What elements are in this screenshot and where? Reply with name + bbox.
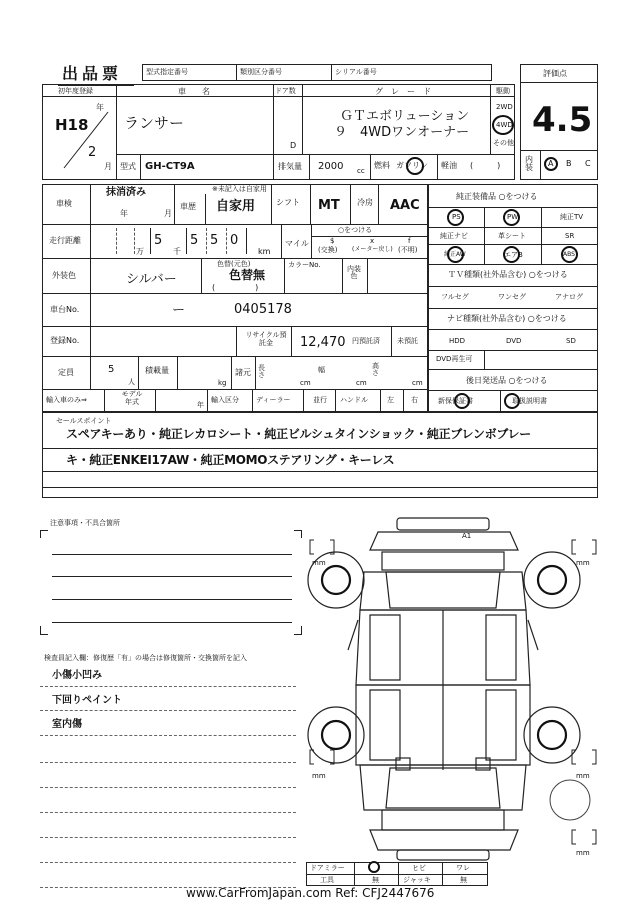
drive-label: 駆動 — [496, 87, 510, 95]
length-cm: cm — [300, 379, 311, 387]
interior-color-label: 内装色 — [347, 265, 361, 280]
first-reg-label: 初年度登録 — [58, 87, 93, 95]
class-label: 類別区分番号 — [240, 68, 282, 76]
tools-value: 無 — [372, 876, 379, 884]
mm-label: mm — [576, 772, 590, 780]
nav-hdd: HDD — [449, 337, 466, 345]
history-note: ※未記入は自家用 — [212, 185, 267, 193]
chassis-dash: ー — [172, 303, 186, 318]
doors-label: ドア数 — [275, 87, 296, 95]
crack-hibi: ヒビ — [412, 864, 426, 872]
model-spec-label: 型式指定番号 — [146, 68, 188, 76]
drive-2wd: 2WD — [496, 103, 513, 111]
repaint-paren: ( ) — [212, 283, 259, 292]
note-line3: 室内傷 — [52, 719, 82, 730]
grade-line2: ９ 4WDワンオーナー — [334, 125, 470, 140]
ac-label: 冷房 — [357, 198, 373, 207]
mirror-label: ドアミラー — [310, 864, 345, 872]
damage-tag: A1 — [462, 532, 472, 540]
mileage-meter-back: (メーター戻し) — [352, 246, 393, 253]
ac-value: AAC — [390, 198, 420, 213]
car-name-value: ランサー — [124, 114, 185, 132]
recycle-value: 12,470 — [300, 335, 346, 350]
mileage-circle-note: ○をつける — [338, 226, 373, 234]
tv-oneseg: ワンセグ — [498, 293, 526, 301]
nav-dvd: DVD — [506, 337, 522, 345]
interior-b: B — [566, 159, 572, 168]
doors-suffix: D — [290, 141, 297, 150]
import-dealer: ディーラー — [256, 396, 291, 404]
tv-title: ＴＶ種類(社外品含む) ○をつける — [448, 270, 568, 279]
equip-nav: 純正ナビ — [440, 232, 468, 240]
displacement-unit: cc — [357, 167, 365, 175]
mileage-km: km — [258, 247, 271, 256]
meter-back-symbol: x — [370, 237, 375, 245]
equip-pw: PW — [507, 213, 519, 221]
unknown-symbol: f — [408, 237, 411, 245]
mileage-label: 走行距離 — [49, 236, 81, 245]
model-year-label: モデル年式 — [121, 390, 143, 406]
inspection-label: 車検 — [56, 199, 72, 208]
equip-abs: ABS — [563, 251, 575, 258]
serial-label: シリアル番号 — [335, 68, 377, 76]
later-title: 後日発送品 ○をつける — [466, 376, 548, 385]
capacity-unit: 人 — [128, 378, 135, 386]
recycle-label: リサイクル預託金 — [245, 331, 287, 348]
later-manual: 取扱説明書 — [512, 397, 547, 405]
chassis-label: 車台No. — [50, 305, 80, 314]
car-name-label: 車 名 — [178, 87, 210, 96]
rating-value: 4.5 — [532, 100, 593, 140]
tv-analog: アナログ — [555, 293, 583, 301]
drive-other: その他 — [493, 139, 514, 147]
inspector-label: 検査員記入欄：修復歴「有」の場合は修復箇所・交換箇所を記入 — [44, 654, 247, 662]
chassis-value: 0405178 — [234, 302, 292, 317]
tools-label: 工具 — [320, 876, 334, 884]
fuel-gas-circle — [406, 157, 424, 175]
shift-label: シフト — [276, 198, 300, 207]
mileage-exchange: (交換) — [318, 246, 338, 254]
fuel-diesel: 軽油 — [441, 161, 457, 170]
color-label: 外装色 — [52, 271, 76, 280]
load-kg: kg — [218, 379, 227, 387]
mm-label: mm — [312, 772, 326, 780]
later-warranty: 新保保証書 — [438, 397, 473, 405]
note-line2: 下回りペイント — [52, 695, 122, 706]
nav-title: ナビ種類(社外品含む) ○をつける — [447, 314, 567, 323]
displacement-label: 排気量 — [278, 162, 302, 171]
handle-label: ハンドル — [340, 396, 368, 404]
mirror-check — [368, 861, 380, 873]
equipment-title: 純正装備品 ○をつける — [456, 192, 538, 201]
height-label: 高さ — [372, 362, 379, 377]
history-value: 自家用 — [216, 199, 256, 214]
page-title: 出品票 — [62, 64, 123, 83]
note-line1: 小傷小凹み — [52, 670, 102, 681]
drive-4wd: 4WD — [496, 121, 513, 129]
first-reg-month: 2 — [88, 145, 97, 160]
manual-circle — [504, 393, 520, 409]
import-type-label: 輸入区分 — [211, 396, 239, 404]
import-parallel: 並行 — [313, 396, 327, 404]
color-value: シルバー — [126, 272, 177, 287]
inspection-status: 抹消済み — [106, 187, 146, 198]
equip-tv: 純正TV — [560, 213, 584, 221]
year-suffix: 年 — [96, 103, 104, 112]
fuel-paren: ( ) — [470, 161, 501, 170]
recycle-deposit: 円預託済 — [352, 337, 380, 345]
tv-fullseg: フルセグ — [441, 293, 469, 301]
repaint-label: 色替(元色) — [217, 260, 251, 268]
car-diagram — [300, 510, 610, 870]
mileage-man: 万 — [136, 247, 144, 256]
equip-sr: SR — [565, 232, 575, 240]
equip-leather: 革シート — [498, 232, 526, 240]
handle-left: 左 — [387, 396, 394, 404]
registration-label: 登録No. — [50, 336, 80, 345]
mileage-digit: 0 — [230, 233, 239, 248]
width-cm: cm — [356, 379, 367, 387]
mileage-sen: 千 — [173, 247, 181, 256]
inspection-year-unit: 年 — [120, 209, 128, 218]
mm-label: mm — [312, 559, 326, 567]
displacement-value: 2000 — [318, 161, 344, 172]
header-code-bar — [142, 64, 492, 81]
spec-table — [42, 184, 428, 412]
sales-points-line1: スペアキーあり・純正レカロシート・純正ビルシュタインショック・純正ブレンボブレー — [66, 427, 531, 441]
import-label: 輸入車のみ⇒ — [46, 396, 87, 404]
exchange-symbol: $ — [330, 237, 335, 245]
caution-label: 注意事項・不具合箇所 — [50, 519, 120, 527]
mm-label: mm — [576, 559, 590, 567]
equip-aw: 純正AW — [444, 251, 466, 258]
load-label: 積載量 — [145, 366, 169, 375]
length-label: 長さ — [258, 364, 265, 379]
dims-label: 諸元 — [235, 368, 251, 377]
mileage-digit: 5 — [190, 233, 199, 248]
height-cm: cm — [412, 379, 423, 387]
model-type-value: GH-CT9A — [145, 161, 195, 172]
width-label: 幅 — [318, 366, 325, 374]
dvd-play: DVD再生可 — [436, 355, 473, 363]
first-reg-year: H18 — [55, 116, 89, 134]
grade-line1: ＧＴエボリューション — [340, 109, 470, 124]
grade-label: グ レ ー ド — [375, 87, 431, 96]
warranty-circle — [454, 393, 470, 409]
inspection-month-unit: 月 — [164, 209, 172, 218]
jack-value: 無 — [460, 876, 467, 884]
watermark: www.CarFromJapan.com Ref: CFJ2447676 — [186, 886, 435, 900]
mm-label: mm — [576, 849, 590, 857]
crack-ware: ワレ — [456, 864, 470, 872]
sales-points-label: セールスポイント — [56, 417, 112, 425]
sales-points-line2: キ・純正ENKEI17AW・純正MOMOステアリング・キーレス — [66, 453, 395, 467]
shift-value: MT — [318, 198, 340, 213]
mileage-digit: 5 — [210, 233, 219, 248]
color-no-label: カラーNo. — [288, 261, 321, 269]
repaint-value: 色替無 — [229, 268, 266, 282]
rating-label: 評価点 — [543, 69, 567, 78]
capacity-label: 定員 — [58, 368, 74, 377]
fuel-label: 燃料 — [374, 161, 390, 170]
interior-a: A — [548, 159, 554, 168]
nav-sd: SD — [566, 337, 576, 345]
handle-right: 右 — [411, 396, 418, 404]
equip-ps: PS — [452, 213, 461, 221]
fuel-gas: ガソリン — [396, 161, 428, 170]
mileage-mile: マイル — [285, 239, 309, 248]
history-label: 車歴 — [180, 202, 196, 211]
model-year-unit: 年 — [197, 401, 204, 409]
capacity-value: 5 — [108, 364, 115, 375]
interior-label: 内装 — [525, 155, 533, 172]
equip-airbag: エアB — [504, 251, 523, 259]
mileage-digit: 5 — [154, 233, 163, 248]
model-type-label: 型式 — [120, 162, 136, 171]
caution-box — [40, 530, 302, 634]
mileage-unknown: (不明) — [398, 246, 418, 254]
recycle-undeposit: 未預託 — [397, 337, 418, 345]
jack-label: ジャッキ — [403, 876, 431, 884]
interior-c: C — [585, 159, 591, 168]
month-suffix: 月 — [104, 162, 112, 171]
